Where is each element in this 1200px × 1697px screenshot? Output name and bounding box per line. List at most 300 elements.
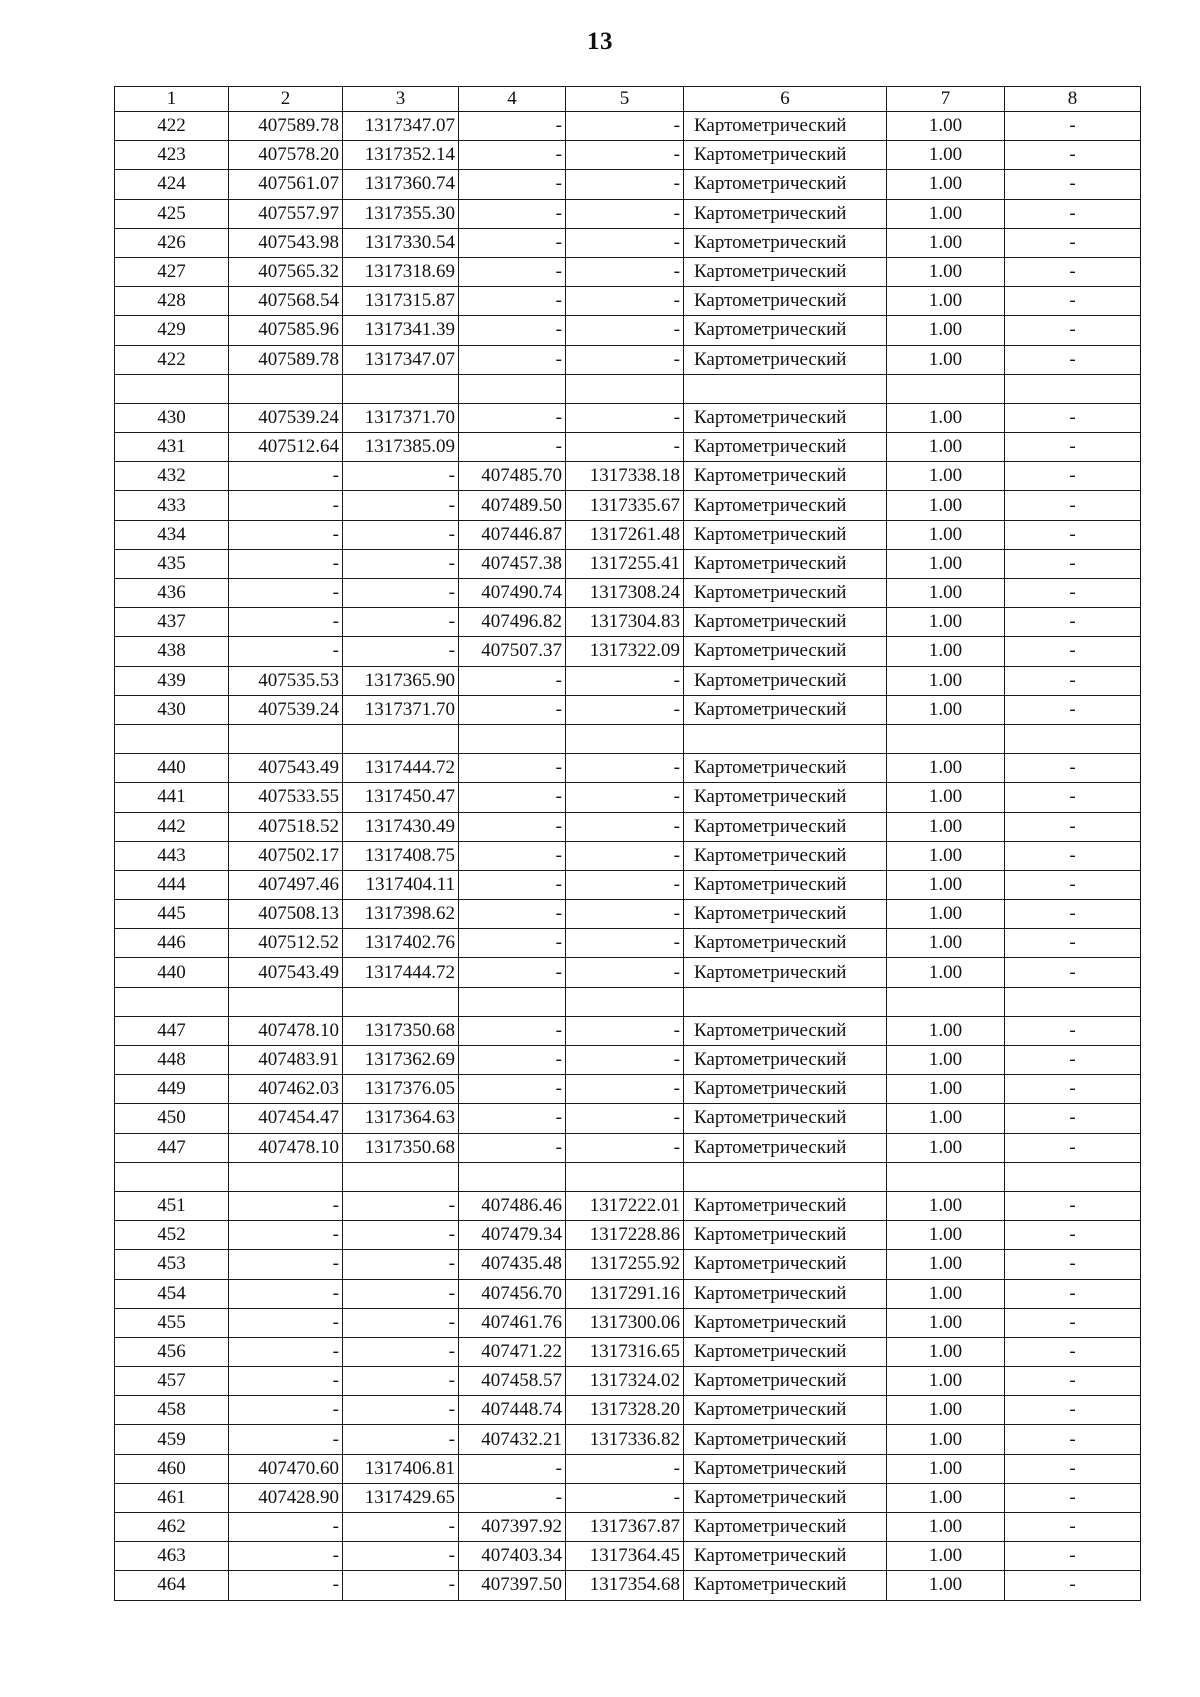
accuracy-cell: 1.00 [887,1367,1005,1396]
description-cell: - [1005,929,1141,958]
description-cell: - [1005,491,1141,520]
y-coordinate-cell [343,987,459,1016]
point-number-cell: 425 [115,199,229,228]
method-cell: Картометрический [684,608,887,637]
description-cell [1005,724,1141,753]
column-header: 2 [229,87,343,112]
new-x-coordinate-cell: - [459,1133,566,1162]
x-coordinate-cell: 407478.10 [229,1016,343,1045]
point-number-cell: 463 [115,1542,229,1571]
new-y-coordinate-cell: - [566,345,684,374]
x-coordinate-cell: 407557.97 [229,199,343,228]
method-cell: Картометрический [684,812,887,841]
description-cell: - [1005,1191,1141,1220]
description-cell: - [1005,1250,1141,1279]
table-row [115,608,1141,637]
new-x-coordinate-cell: 407403.34 [459,1542,566,1571]
method-cell: Картометрический [684,841,887,870]
accuracy-cell: 1.00 [887,228,1005,257]
description-cell: - [1005,1279,1141,1308]
table-body [115,112,1141,1601]
x-coordinate-cell: 407539.24 [229,695,343,724]
table-row [115,1483,1141,1512]
point-number-cell: 444 [115,870,229,899]
point-number-cell: 446 [115,929,229,958]
point-number-cell: 431 [115,433,229,462]
new-x-coordinate-cell: - [459,695,566,724]
x-coordinate-cell: 407470.60 [229,1454,343,1483]
new-x-coordinate-cell: 407496.82 [459,608,566,637]
description-cell: - [1005,316,1141,345]
table-row [115,141,1141,170]
accuracy-cell: 1.00 [887,549,1005,578]
new-x-coordinate-cell [459,1162,566,1191]
accuracy-cell: 1.00 [887,870,1005,899]
description-cell: - [1005,900,1141,929]
point-number-cell: 448 [115,1046,229,1075]
description-cell: - [1005,783,1141,812]
method-cell: Картометрический [684,228,887,257]
method-cell: Картометрический [684,199,887,228]
point-number-cell: 442 [115,812,229,841]
new-x-coordinate-cell: - [459,199,566,228]
point-number-cell: 436 [115,579,229,608]
x-coordinate-cell: - [229,1542,343,1571]
new-y-coordinate-cell: - [566,1483,684,1512]
y-coordinate-cell: - [343,1425,459,1454]
new-x-coordinate-cell: 407432.21 [459,1425,566,1454]
new-x-coordinate-cell: - [459,870,566,899]
y-coordinate-cell: - [343,1221,459,1250]
point-number-cell: 464 [115,1571,229,1600]
x-coordinate-cell [229,374,343,403]
new-x-coordinate-cell: 407485.70 [459,462,566,491]
y-coordinate-cell: 1317385.09 [343,433,459,462]
new-x-coordinate-cell: 407397.92 [459,1513,566,1542]
method-cell: Картометрический [684,1279,887,1308]
table-row [115,1425,1141,1454]
point-number-cell: 447 [115,1016,229,1045]
new-x-coordinate-cell [459,724,566,753]
y-coordinate-cell: - [343,462,459,491]
description-cell: - [1005,1542,1141,1571]
column-header: 3 [343,87,459,112]
point-number-cell: 422 [115,112,229,141]
method-cell: Картометрический [684,316,887,345]
x-coordinate-cell: 407454.47 [229,1104,343,1133]
table-header-row [115,87,1141,112]
description-cell: - [1005,287,1141,316]
point-number-cell: 454 [115,1279,229,1308]
table-row [115,929,1141,958]
new-y-coordinate-cell: - [566,812,684,841]
accuracy-cell: 1.00 [887,1571,1005,1600]
method-cell: Картометрический [684,958,887,987]
x-coordinate-cell: 407539.24 [229,403,343,432]
new-y-coordinate-cell: - [566,929,684,958]
table-row [115,987,1141,1016]
x-coordinate-cell: 407508.13 [229,900,343,929]
method-cell: Картометрический [684,462,887,491]
new-x-coordinate-cell: - [459,929,566,958]
y-coordinate-cell: - [343,1513,459,1542]
new-x-coordinate-cell: - [459,812,566,841]
new-y-coordinate-cell: - [566,228,684,257]
description-cell: - [1005,1337,1141,1366]
new-x-coordinate-cell: 407490.74 [459,579,566,608]
method-cell: Картометрический [684,1571,887,1600]
accuracy-cell: 1.00 [887,1016,1005,1045]
new-y-coordinate-cell: - [566,433,684,462]
table-row [115,724,1141,753]
new-x-coordinate-cell: - [459,433,566,462]
description-cell [1005,374,1141,403]
point-number-cell: 438 [115,637,229,666]
new-y-coordinate-cell: 1317367.87 [566,1513,684,1542]
point-number-cell: 424 [115,170,229,199]
accuracy-cell: 1.00 [887,257,1005,286]
method-cell: Картометрический [684,1425,887,1454]
accuracy-cell: 1.00 [887,1191,1005,1220]
new-x-coordinate-cell: 407448.74 [459,1396,566,1425]
new-y-coordinate-cell: - [566,287,684,316]
x-coordinate-cell: 407543.49 [229,958,343,987]
method-cell: Картометрический [684,491,887,520]
table-row [115,1396,1141,1425]
new-y-coordinate-cell: - [566,695,684,724]
table-row [115,1075,1141,1104]
table-row [115,549,1141,578]
y-coordinate-cell [343,1162,459,1191]
point-number-cell [115,374,229,403]
table-row [115,1191,1141,1220]
accuracy-cell: 1.00 [887,199,1005,228]
new-x-coordinate-cell: - [459,112,566,141]
x-coordinate-cell: 407543.98 [229,228,343,257]
accuracy-cell: 1.00 [887,462,1005,491]
new-y-coordinate-cell [566,374,684,403]
y-coordinate-cell: 1317347.07 [343,345,459,374]
y-coordinate-cell: 1317406.81 [343,1454,459,1483]
x-coordinate-cell: 407533.55 [229,783,343,812]
description-cell: - [1005,1104,1141,1133]
point-number-cell: 440 [115,754,229,783]
x-coordinate-cell: - [229,1513,343,1542]
x-coordinate-cell: - [229,1279,343,1308]
accuracy-cell [887,724,1005,753]
y-coordinate-cell: 1317350.68 [343,1133,459,1162]
accuracy-cell: 1.00 [887,754,1005,783]
method-cell: Картометрический [684,141,887,170]
new-x-coordinate-cell: - [459,1454,566,1483]
table-row [115,520,1141,549]
new-y-coordinate-cell: 1317255.41 [566,549,684,578]
method-cell: Картометрический [684,579,887,608]
accuracy-cell: 1.00 [887,141,1005,170]
x-coordinate-cell: 407483.91 [229,1046,343,1075]
description-cell [1005,987,1141,1016]
method-cell: Картометрический [684,637,887,666]
accuracy-cell: 1.00 [887,1337,1005,1366]
x-coordinate-cell: 407589.78 [229,345,343,374]
accuracy-cell: 1.00 [887,403,1005,432]
table-row [115,579,1141,608]
accuracy-cell [887,1162,1005,1191]
point-number-cell: 455 [115,1308,229,1337]
x-coordinate-cell: - [229,491,343,520]
point-number-cell: 429 [115,316,229,345]
accuracy-cell: 1.00 [887,1221,1005,1250]
accuracy-cell: 1.00 [887,316,1005,345]
method-cell: Картометрический [684,433,887,462]
new-y-coordinate-cell: 1317304.83 [566,608,684,637]
point-number-cell: 447 [115,1133,229,1162]
y-coordinate-cell: 1317315.87 [343,287,459,316]
description-cell: - [1005,1483,1141,1512]
new-x-coordinate-cell: 407486.46 [459,1191,566,1220]
accuracy-cell: 1.00 [887,170,1005,199]
method-cell: Картометрический [684,695,887,724]
new-x-coordinate-cell: - [459,1104,566,1133]
method-cell: Картометрический [684,1367,887,1396]
new-y-coordinate-cell: - [566,1104,684,1133]
table-row [115,1279,1141,1308]
y-coordinate-cell: - [343,1337,459,1366]
y-coordinate-cell: 1317450.47 [343,783,459,812]
table-row [115,287,1141,316]
new-x-coordinate-cell: - [459,958,566,987]
table-row [115,228,1141,257]
method-cell: Картометрический [684,1133,887,1162]
table-row [115,462,1141,491]
method-cell: Картометрический [684,1250,887,1279]
accuracy-cell: 1.00 [887,1308,1005,1337]
method-cell: Картометрический [684,1396,887,1425]
new-x-coordinate-cell: - [459,841,566,870]
method-cell: Картометрический [684,287,887,316]
new-x-coordinate-cell: - [459,170,566,199]
table-row [115,1162,1141,1191]
y-coordinate-cell: - [343,1571,459,1600]
new-y-coordinate-cell: - [566,170,684,199]
accuracy-cell: 1.00 [887,1425,1005,1454]
table-row [115,1221,1141,1250]
accuracy-cell: 1.00 [887,900,1005,929]
accuracy-cell: 1.00 [887,608,1005,637]
description-cell: - [1005,549,1141,578]
y-coordinate-cell: - [343,608,459,637]
y-coordinate-cell: - [343,1279,459,1308]
table-row [115,1337,1141,1366]
x-coordinate-cell: - [229,1308,343,1337]
method-cell: Картометрический [684,754,887,783]
x-coordinate-cell: 407512.52 [229,929,343,958]
description-cell: - [1005,1454,1141,1483]
new-x-coordinate-cell [459,987,566,1016]
y-coordinate-cell: 1317371.70 [343,403,459,432]
description-cell: - [1005,1513,1141,1542]
description-cell: - [1005,345,1141,374]
accuracy-cell: 1.00 [887,287,1005,316]
new-x-coordinate-cell: - [459,345,566,374]
description-cell: - [1005,1571,1141,1600]
new-y-coordinate-cell: - [566,1046,684,1075]
table-row [115,199,1141,228]
new-y-coordinate-cell: - [566,1454,684,1483]
method-cell: Картометрический [684,257,887,286]
accuracy-cell: 1.00 [887,783,1005,812]
y-coordinate-cell: 1317318.69 [343,257,459,286]
new-y-coordinate-cell: - [566,900,684,929]
point-number-cell: 458 [115,1396,229,1425]
y-coordinate-cell: 1317341.39 [343,316,459,345]
accuracy-cell: 1.00 [887,1046,1005,1075]
table-row [115,403,1141,432]
new-y-coordinate-cell: - [566,783,684,812]
accuracy-cell: 1.00 [887,433,1005,462]
point-number-cell: 445 [115,900,229,929]
new-x-coordinate-cell: - [459,141,566,170]
accuracy-cell: 1.00 [887,1133,1005,1162]
y-coordinate-cell: 1317429.65 [343,1483,459,1512]
table-row [115,958,1141,987]
description-cell: - [1005,112,1141,141]
new-y-coordinate-cell [566,724,684,753]
method-cell: Картометрический [684,1483,887,1512]
x-coordinate-cell: - [229,1221,343,1250]
new-x-coordinate-cell: - [459,1483,566,1512]
x-coordinate-cell: 407535.53 [229,666,343,695]
description-cell: - [1005,1046,1141,1075]
point-number-cell: 428 [115,287,229,316]
description-cell: - [1005,462,1141,491]
point-number-cell: 432 [115,462,229,491]
point-number-cell: 456 [115,1337,229,1366]
y-coordinate-cell: 1317402.76 [343,929,459,958]
method-cell [684,987,887,1016]
point-number-cell: 433 [115,491,229,520]
method-cell [684,374,887,403]
description-cell: - [1005,1016,1141,1045]
point-number-cell: 460 [115,1454,229,1483]
y-coordinate-cell: 1317408.75 [343,841,459,870]
point-number-cell: 452 [115,1221,229,1250]
x-coordinate-cell [229,724,343,753]
x-coordinate-cell: 407502.17 [229,841,343,870]
new-x-coordinate-cell: 407397.50 [459,1571,566,1600]
description-cell: - [1005,520,1141,549]
accuracy-cell: 1.00 [887,579,1005,608]
new-x-coordinate-cell: - [459,666,566,695]
point-number-cell: 427 [115,257,229,286]
description-cell: - [1005,1221,1141,1250]
new-x-coordinate-cell: - [459,403,566,432]
column-header: 4 [459,87,566,112]
new-y-coordinate-cell: - [566,1075,684,1104]
new-x-coordinate-cell: 407457.38 [459,549,566,578]
point-number-cell: 459 [115,1425,229,1454]
table-row [115,1250,1141,1279]
x-coordinate-cell: - [229,1425,343,1454]
y-coordinate-cell: 1317350.68 [343,1016,459,1045]
x-coordinate-cell: 407478.10 [229,1133,343,1162]
y-coordinate-cell: - [343,491,459,520]
x-coordinate-cell: 407585.96 [229,316,343,345]
new-x-coordinate-cell: 407446.87 [459,520,566,549]
y-coordinate-cell [343,374,459,403]
table-row [115,1513,1141,1542]
page-number: 13 [587,28,613,55]
method-cell: Картометрический [684,870,887,899]
x-coordinate-cell: 407561.07 [229,170,343,199]
point-number-cell [115,724,229,753]
x-coordinate-cell: - [229,1396,343,1425]
new-y-coordinate-cell: - [566,666,684,695]
new-y-coordinate-cell: - [566,112,684,141]
table-row [115,870,1141,899]
column-header: 7 [887,87,1005,112]
new-x-coordinate-cell: 407458.57 [459,1367,566,1396]
x-coordinate-cell: - [229,1367,343,1396]
y-coordinate-cell: 1317362.69 [343,1046,459,1075]
accuracy-cell: 1.00 [887,666,1005,695]
accuracy-cell: 1.00 [887,1104,1005,1133]
y-coordinate-cell [343,724,459,753]
method-cell [684,724,887,753]
x-coordinate-cell: 407518.52 [229,812,343,841]
description-cell: - [1005,199,1141,228]
point-number-cell: 450 [115,1104,229,1133]
accuracy-cell: 1.00 [887,112,1005,141]
x-coordinate-cell: - [229,462,343,491]
table-row [115,783,1141,812]
new-y-coordinate-cell: - [566,1016,684,1045]
description-cell: - [1005,257,1141,286]
method-cell: Картометрический [684,1308,887,1337]
table-row [115,1542,1141,1571]
new-x-coordinate-cell: - [459,754,566,783]
x-coordinate-cell [229,1162,343,1191]
new-x-coordinate-cell: 407456.70 [459,1279,566,1308]
new-y-coordinate-cell: - [566,199,684,228]
x-coordinate-cell: 407568.54 [229,287,343,316]
table-row [115,1133,1141,1162]
new-x-coordinate-cell: - [459,1046,566,1075]
accuracy-cell: 1.00 [887,345,1005,374]
column-header: 5 [566,87,684,112]
y-coordinate-cell: - [343,520,459,549]
method-cell: Картометрический [684,1454,887,1483]
new-x-coordinate-cell: 407435.48 [459,1250,566,1279]
table-row [115,695,1141,724]
accuracy-cell: 1.00 [887,1483,1005,1512]
method-cell: Картометрический [684,1046,887,1075]
y-coordinate-cell: 1317330.54 [343,228,459,257]
new-x-coordinate-cell [459,374,566,403]
x-coordinate-cell: - [229,549,343,578]
table-row [115,316,1141,345]
new-y-coordinate-cell: 1317316.65 [566,1337,684,1366]
method-cell: Картометрический [684,403,887,432]
table-row [115,1454,1141,1483]
table-row [115,754,1141,783]
point-number-cell: 439 [115,666,229,695]
new-x-coordinate-cell: - [459,1075,566,1104]
table-row [115,345,1141,374]
accuracy-cell: 1.00 [887,958,1005,987]
point-number-cell: 426 [115,228,229,257]
description-cell: - [1005,141,1141,170]
